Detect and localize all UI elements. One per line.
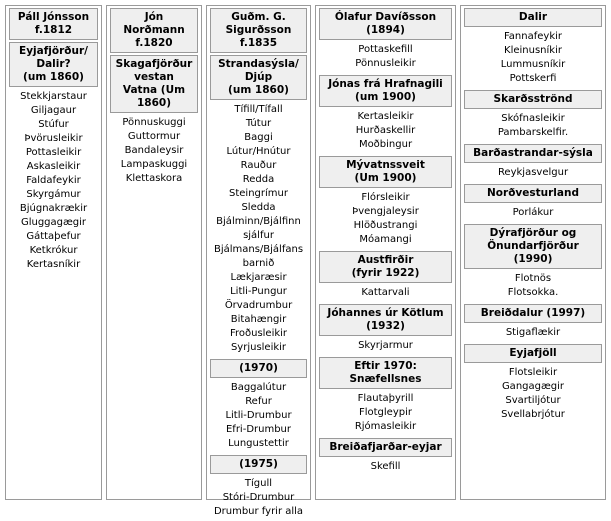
name-item: Tífill/Tífall — [234, 104, 283, 115]
section-header: Skarðsströnd — [464, 90, 602, 109]
name-item: Þvengjaleysir — [352, 206, 419, 217]
section-header: Páll Jónsson f.1812 — [9, 8, 98, 40]
section-header: Eftir 1970: Snæfellsnes — [319, 357, 452, 389]
name-item: Skyrgámur — [26, 189, 81, 200]
name-item: Lungustettir — [228, 438, 289, 449]
section-header: Dýrafjörður og Önundarfjörður (1990) — [464, 224, 602, 269]
name-item: Efri-Drumbur — [225, 424, 292, 435]
name-item: Kertasleikir — [357, 111, 414, 122]
name-list — [461, 203, 605, 222]
section-header: Eyjafjörður/ Dalir? (um 1860) — [9, 42, 98, 87]
name-list — [461, 363, 605, 424]
name-item: Syrjusleikir — [230, 342, 287, 353]
name-list — [316, 188, 455, 249]
name-item: Skófnasleikir — [501, 113, 565, 124]
name-item: Bitahængir — [230, 314, 287, 325]
section-header: Strandasýsla/ Djúp (um 1860) — [210, 55, 307, 100]
section-header: Skagafjörður vestan Vatna (Um 1860) — [110, 55, 198, 113]
name-item: Rauður — [240, 160, 277, 171]
name-list — [207, 378, 310, 453]
section-header: Jónas frá Hrafnagili (um 1900) — [319, 75, 452, 107]
name-item: Sledda — [241, 202, 276, 213]
name-item: Þvörusleikir — [24, 133, 83, 144]
section-header: Mývatnssveit (Um 1900) — [319, 156, 452, 188]
name-item: Pönnuskuggi — [122, 117, 186, 128]
name-list — [461, 109, 605, 142]
name-list — [316, 457, 455, 476]
section-header: Jón Norðmann f.1820 — [110, 8, 198, 53]
name-item: Kattarvali — [361, 287, 410, 298]
name-item: Stekkjarstaur — [20, 91, 87, 102]
name-list — [461, 269, 605, 302]
name-item: Stigaflækir — [505, 327, 561, 338]
name-item: Stóri-Drumbur — [222, 492, 295, 503]
name-item: Flórsleikir — [361, 192, 410, 203]
name-item: Móamangi — [359, 234, 412, 245]
name-item: Flautaþyrill — [357, 393, 414, 404]
column-1 — [5, 5, 102, 500]
name-item: Askasleikir — [26, 161, 81, 172]
name-item: Flotsleikir — [508, 367, 558, 378]
name-list — [316, 389, 455, 436]
name-item: Tútur — [245, 118, 272, 129]
section-header: Norðvesturland — [464, 184, 602, 203]
name-item: Drumbur fyrir alla — [213, 506, 304, 517]
name-item: Lummusníkir — [500, 59, 566, 70]
name-item: Pottasleikir — [25, 147, 82, 158]
section-header: Breiðdalur (1997) — [464, 304, 602, 323]
name-item: Pambarskelfir. — [497, 127, 569, 138]
name-item: Flotgleypir — [358, 407, 412, 418]
name-list — [461, 323, 605, 342]
column-4 — [315, 5, 456, 500]
name-item: Skyrjarmur — [358, 340, 413, 351]
name-item: Rjómasleikir — [354, 421, 417, 432]
name-item: Refur — [245, 396, 272, 407]
name-item: Flotnös — [514, 273, 552, 284]
name-item: Pönnusleikir — [355, 58, 416, 69]
name-list — [316, 40, 455, 73]
name-item: Klettaskora — [125, 173, 183, 184]
name-item: Stúfur — [38, 119, 69, 130]
name-item: Reykjasvelgur — [497, 167, 569, 178]
name-item: Kertasníkir — [26, 259, 81, 270]
name-item: Guttormur — [127, 131, 181, 142]
name-item: Hurðaskellir — [355, 125, 416, 136]
name-item: Skefill — [370, 461, 401, 472]
section-header: Guðm. G. Sigurðsson f.1835 — [210, 8, 307, 53]
name-item: Baggalútur — [230, 382, 287, 393]
name-list — [207, 100, 310, 357]
name-item: Tígull — [244, 478, 273, 489]
name-item: Litli-Drumbur — [225, 410, 292, 421]
name-item: Froðusleikir — [229, 328, 288, 339]
column-3 — [206, 5, 311, 517]
name-item: Baggi — [244, 132, 273, 143]
name-item: Lækjaræsir — [230, 272, 287, 283]
section-header: Breiðafjarðar-eyjar — [319, 438, 452, 457]
name-list — [461, 27, 605, 88]
name-list — [107, 113, 201, 188]
name-item: Kleinusníkir — [504, 45, 562, 56]
name-item: Lútur/Hnútur — [226, 146, 291, 157]
name-list — [316, 107, 455, 154]
name-list — [207, 474, 310, 521]
name-item: Litli-Pungur — [230, 286, 287, 297]
name-item: Redda — [242, 174, 275, 185]
section-header: Dalir — [464, 8, 602, 27]
section-header: Eyjafjöll — [464, 344, 602, 363]
name-item: Steingrímur — [229, 188, 288, 199]
section-header: Barðastrandar-sýsla — [464, 144, 602, 163]
name-list — [461, 163, 605, 182]
column-2 — [106, 5, 202, 500]
name-item: Svellabrjótur — [501, 409, 565, 420]
name-item: Porlákur — [512, 207, 554, 218]
name-list — [316, 336, 455, 355]
name-item: Faldafeykir — [26, 175, 81, 186]
name-item: Gangagægir — [501, 381, 565, 392]
name-list — [6, 87, 101, 274]
column-5 — [460, 5, 606, 500]
section-header: (1970) — [210, 359, 307, 378]
name-item: Lampaskuggi — [120, 159, 188, 170]
name-item: Giljagaur — [30, 105, 77, 116]
name-item: Gáttaþefur — [26, 231, 81, 242]
name-item: Flotsokka. — [507, 287, 559, 298]
name-item: Hlöðustrangi — [353, 220, 418, 231]
name-item: Bandaleysir — [124, 145, 184, 156]
name-list — [316, 283, 455, 302]
name-item: Örvadrumbur — [224, 300, 293, 311]
section-header: Ólafur Davíðsson (1894) — [319, 8, 452, 40]
name-item: Bjálmans/Bjálfans barnið — [213, 244, 304, 269]
name-item: Gluggagægir — [20, 217, 87, 228]
name-item: Bjúgnakrækir — [19, 203, 88, 214]
section-header: Austfirðir (fyrir 1922) — [319, 251, 452, 283]
name-item: Moðbingur — [358, 139, 413, 150]
name-item: Ketkrókur — [29, 245, 78, 256]
name-item: Pottaskefill — [358, 44, 413, 55]
name-item: Fannafeykir — [503, 31, 563, 42]
name-item: Bjálminn/Bjálfinn sjálfur — [216, 216, 301, 241]
name-item: Svartiljótur — [505, 395, 561, 406]
section-header: (1975) — [210, 455, 307, 474]
name-item: Pottskerfi — [509, 73, 557, 84]
section-header: Jóhannes úr Kötlum (1932) — [319, 304, 452, 336]
